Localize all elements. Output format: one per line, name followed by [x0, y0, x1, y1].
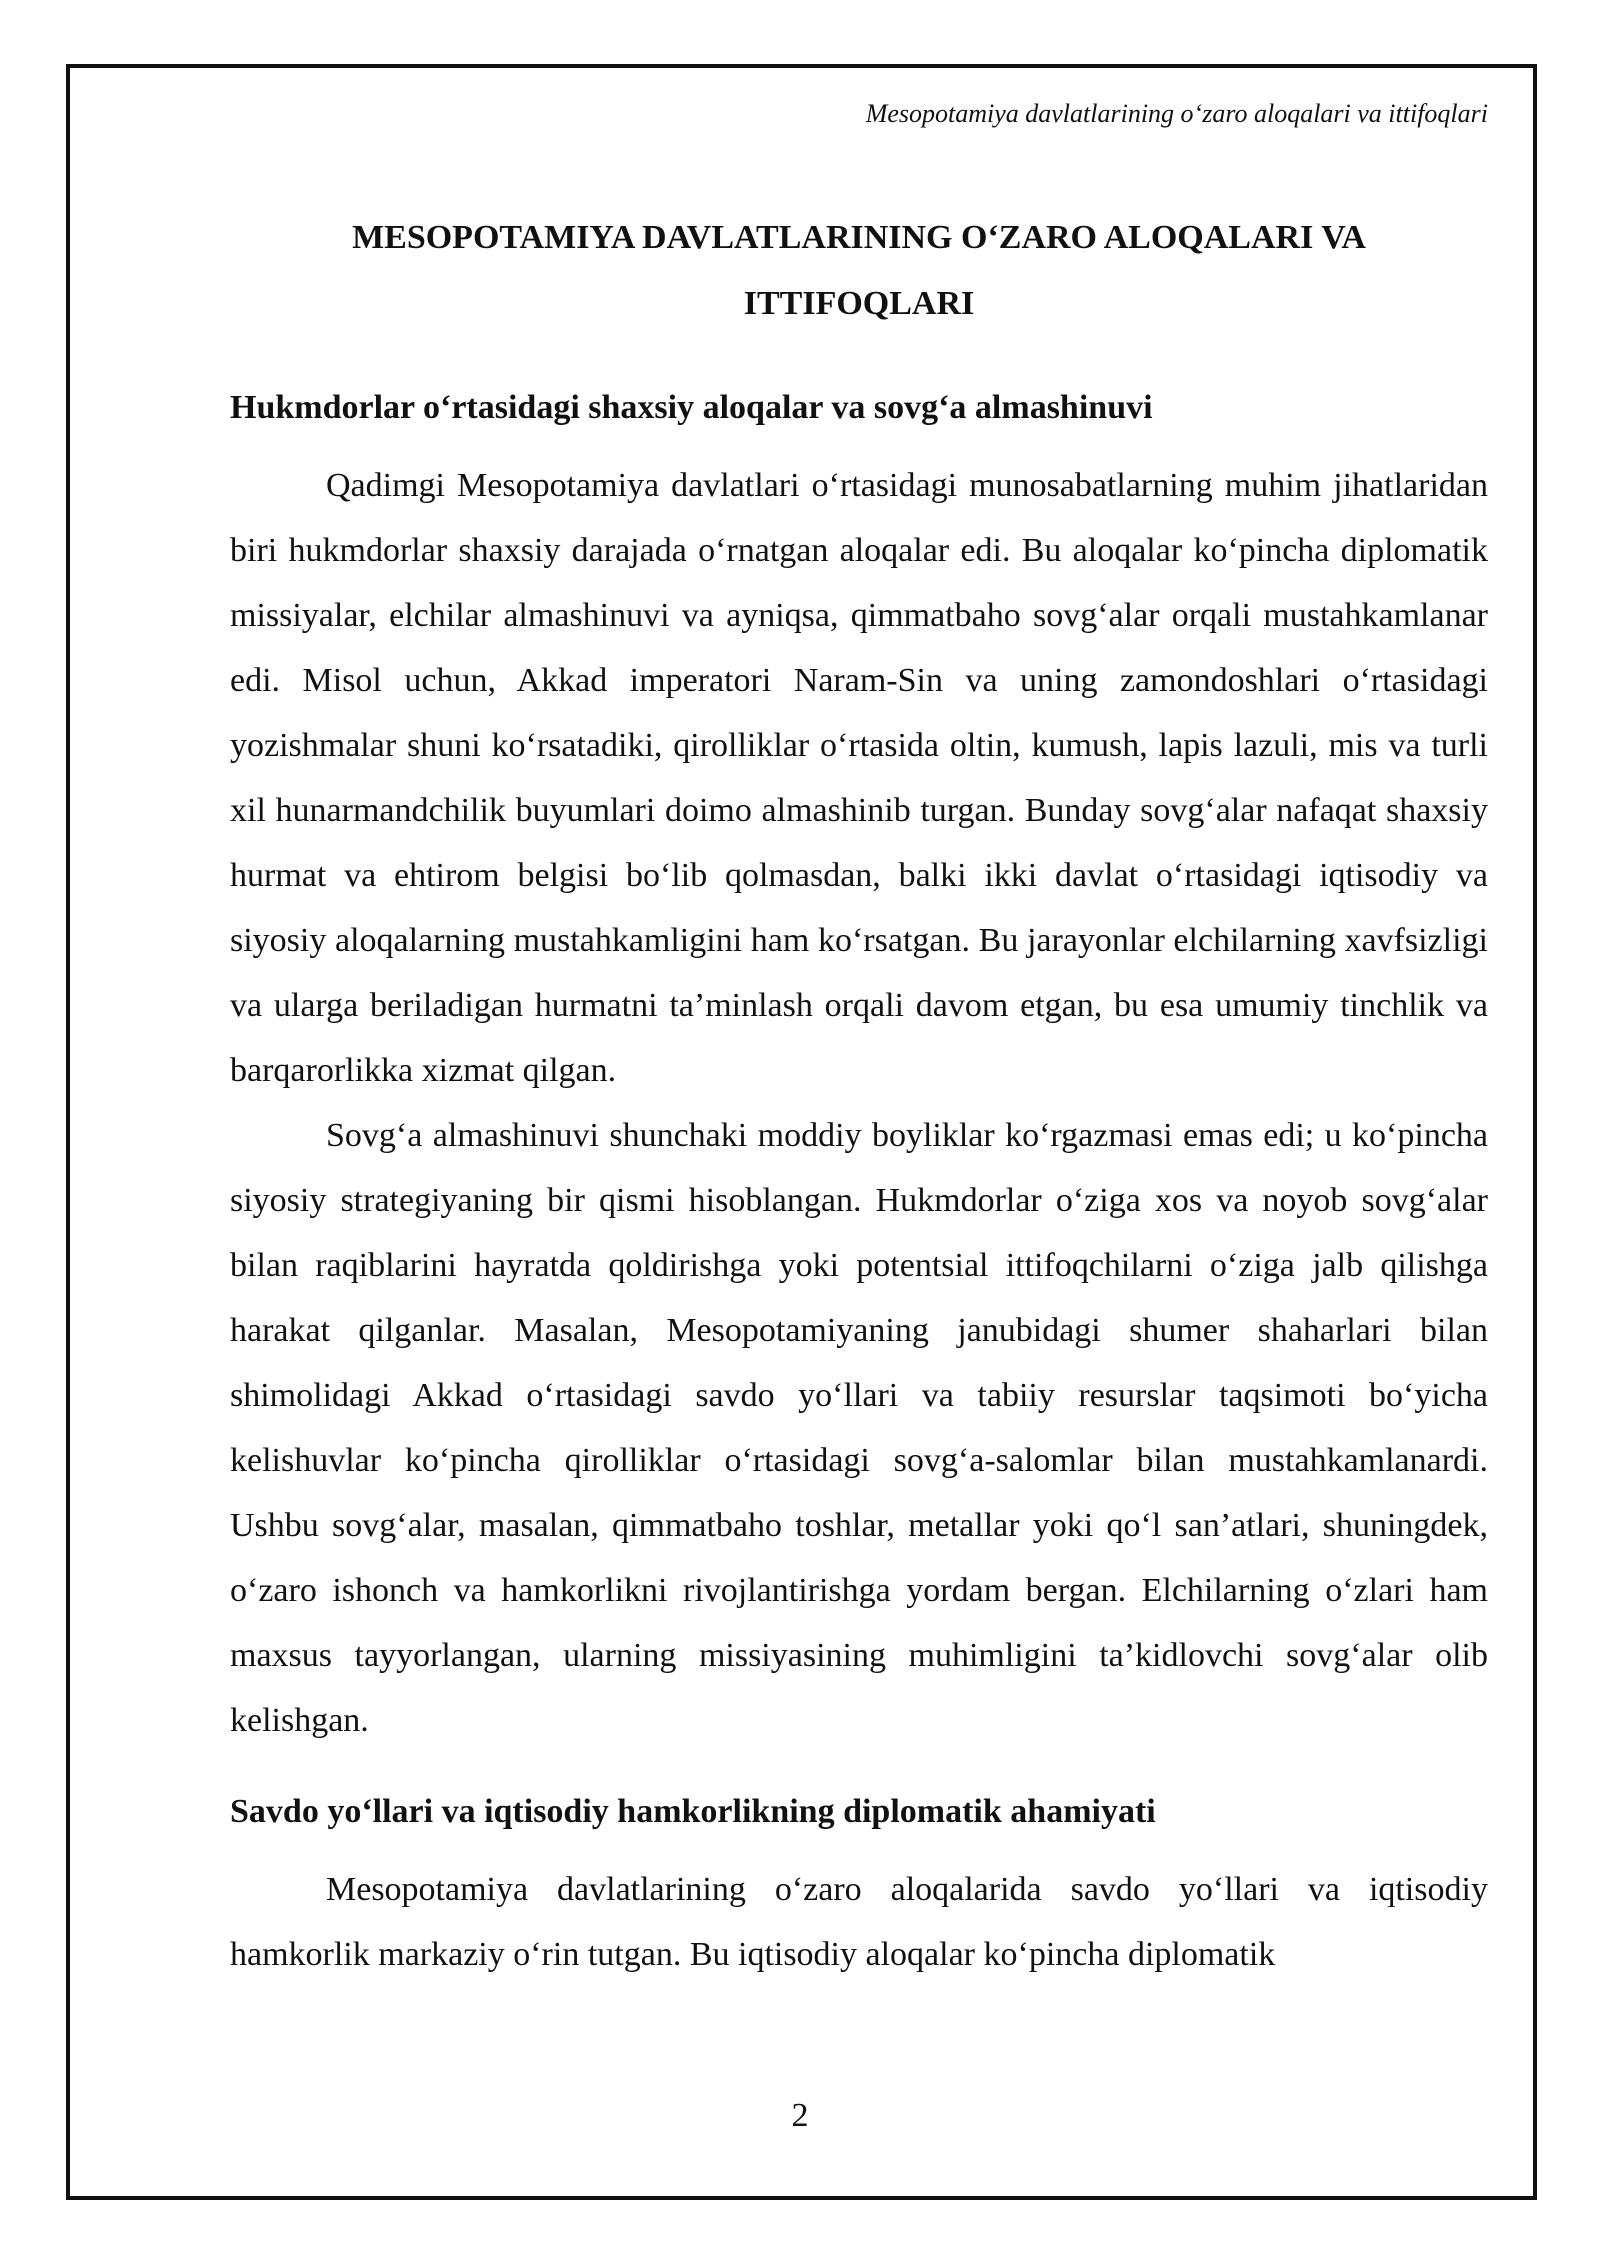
document-title	[230, 205, 1488, 337]
title-line-2: ITTIFOQLARI	[743, 285, 975, 322]
title-line-1: MESOPOTAMIYA DAVLATLARINING O‘ZARO ALOQALARI VA	[352, 219, 1366, 256]
section-heading-1: Hukmdorlar o‘rtasidagi shaxsiy aloqalar va sovg‘a almashinuvi	[230, 389, 1153, 426]
paragraph-2: Sovg‘a almashinuvi shunchaki moddiy boyliklar ko‘rgazmasi emas edi; u ko‘pincha siyosiy strategiyaning bir qismi hisoblangan. Hukmdorlar o‘ziga xos va noyob sovg‘alar bilan raqiblarini hayratda qoldirishga yoki potentsial ittifoqchilarni o‘ziga jalb qilishga harakat qilganlar. Masalan, Mesopotamiyaning janubidagi shumer shaharlari bilan shimolidagi Akkad o‘rtasidagi savdo yo‘llari va tabiiy resurslar taqsimoti bo‘yicha kelishuvlar ko‘pincha qirolliklar o‘rtasidagi sovg‘a-salomlar bilan mustahkamlanardi. Ushbu sovg‘alar, masalan, qimmatbaho toshlar, metallar yoki qo‘l san’atlari, shuningdek, o‘zaro ishonch va hamkorlikni rivojlantirishga yordam bergan. Elchilarning o‘zlari ham maxsus tayyorlangan, ularning missiyasining muhimligini ta’kidlovchi sovg‘alar olib kelishgan.	[230, 1117, 1488, 1739]
paragraph-1: Qadimgi Mesopotamiya davlatlari o‘rtasidagi munosabatlarning muhim jihatlaridan biri hukmdorlar shaxsiy darajada o‘rnatgan aloqalar edi. Bu aloqalar ko‘pincha diplomatik missiyalar, elchilar almashinuvi va ayniqsa, qimmatbaho sovg‘alar orqali mustahkamlanar edi. Misol uchun, Akkad imperatori Naram-Sin va uning zamondoshlari o‘rtasidagi yozishmalar shuni ko‘rsatadiki, qirolliklar o‘rtasida oltin, kumush, lapis lazuli, mis va turli xil hunarmandchilik buyumlari doimo almashinib turgan. Bunday sovg‘alar nafaqat shaxsiy hurmat va ehtirom belgisi bo‘lib qolmasdan, balki ikki davlat o‘rtasidagi iqtisodiy va siyosiy aloqalarning mustahkamligini ham ko‘rsatgan. Bu jarayonlar elchilarning xavfsizligi va ularga beriladigan hurmatni ta’minlash orqali davom etgan, bu esa umumiy tinchlik va barqarorlikka xizmat qilgan.	[230, 467, 1488, 1089]
section-heading-2: Savdo yo‘llari va iqtisodiy hamkorlikning diplomatik ahamiyati	[230, 1793, 1156, 1830]
running-header: Mesopotamiya davlatlarining o‘zaro aloqalari va ittifoqlari	[865, 99, 1488, 128]
document-body	[230, 205, 1488, 1987]
paragraph-3: Mesopotamiya davlatlarining o‘zaro aloqalarida savdo yo‘llari va iqtisodiy hamkorlik markaziy o‘rin tutgan. Bu iqtisodiy aloqalar ko‘pincha diplomatik	[230, 1871, 1488, 1973]
page-number: 2	[791, 2097, 809, 2134]
